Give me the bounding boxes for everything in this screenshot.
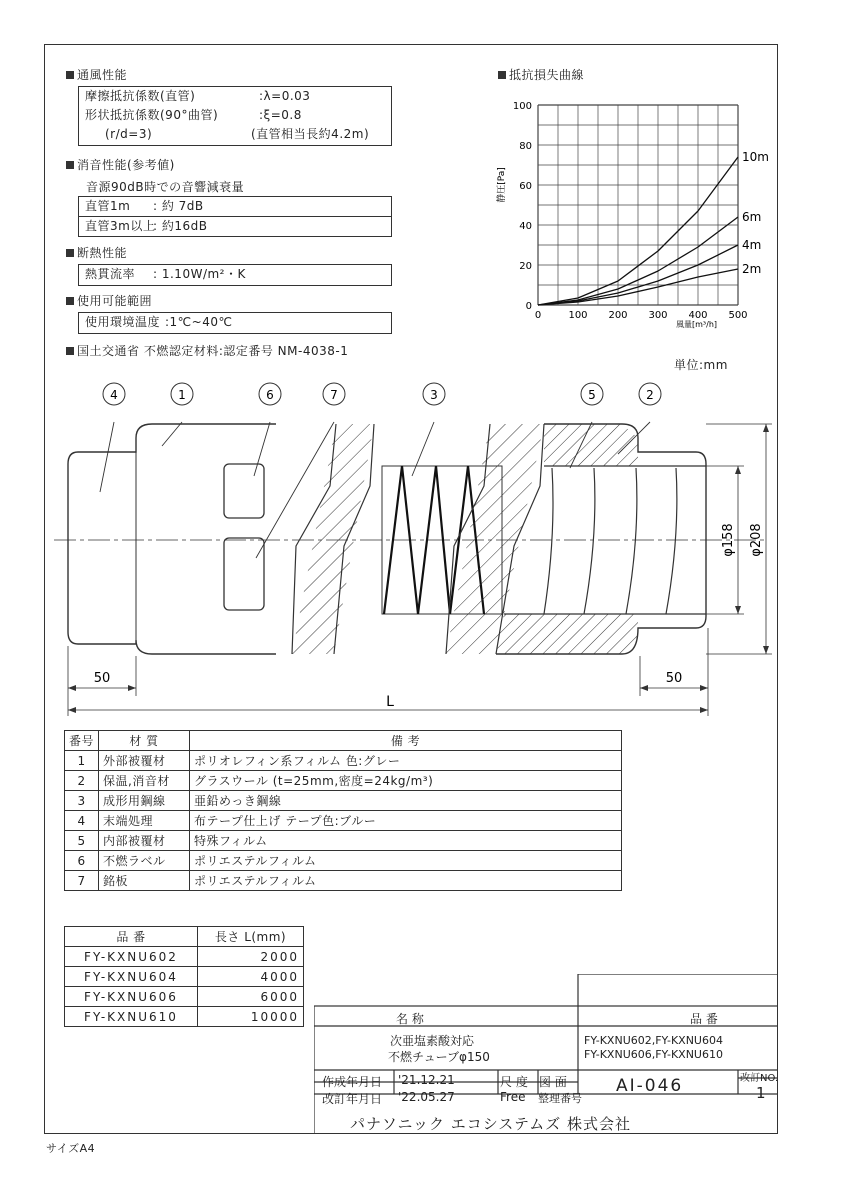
airflow-box — [78, 86, 392, 146]
sound-value-1: : 約 7dB — [153, 199, 204, 213]
unit-label: 単位:mm — [674, 358, 728, 372]
materials-header-material: 材 質 — [99, 731, 190, 751]
callout-number: 6 — [266, 388, 274, 402]
airflow-value-2: :ξ=0.8 — [259, 108, 302, 122]
chart-labels — [495, 101, 769, 329]
materials-row — [65, 791, 622, 811]
duct-drawing — [44, 376, 778, 720]
chart-series-label: 6m — [742, 210, 762, 224]
insulation-title: 断熱性能 — [66, 244, 127, 261]
insulation-top — [544, 424, 638, 466]
chart-ytick: 100 — [512, 101, 532, 112]
product-number: FY-KXNU602 — [65, 947, 198, 967]
material-name: 保温,消音材 — [99, 771, 190, 791]
chart-xtick: 400 — [688, 310, 708, 321]
sound-value-2: : 約16dB — [153, 219, 208, 233]
products-header-row — [65, 927, 304, 947]
material-remarks: ポリエステルフィルム — [190, 871, 622, 891]
chart-title: 抵抗損失曲線 — [498, 66, 584, 83]
range-title: 使用可能範囲 — [66, 292, 152, 309]
tb-number-header: 品 番 — [690, 1012, 718, 1026]
tb-revised-value: '22.05.27 — [398, 1090, 455, 1104]
tb-drawing-label: 図 面 — [539, 1075, 567, 1089]
callout-number: 7 — [330, 388, 338, 402]
material-no: 3 — [65, 791, 99, 811]
cert-title: 国土交通省 不燃認定材料:認定番号 NM-4038-1 — [66, 342, 348, 359]
materials-row — [65, 831, 622, 851]
dimension-arrows — [68, 424, 769, 713]
tb-created-label: 作成年月日 — [322, 1075, 383, 1089]
material-name: 銘板 — [99, 871, 190, 891]
callout-number: 2 — [646, 388, 654, 402]
material-remarks: 特殊フィルム — [190, 831, 622, 851]
material-remarks: 亜鉛めっき鋼線 — [190, 791, 622, 811]
callout-number: 3 — [430, 388, 438, 402]
material-remarks: ポリオレフィン系フィルム 色:グレー — [190, 751, 622, 771]
material-name: 内部被覆材 — [99, 831, 190, 851]
product-length: 10000 — [198, 1007, 304, 1027]
chart-xtick: 200 — [608, 310, 628, 321]
sound-title: 消音性能(参考値) — [66, 156, 175, 173]
material-remarks: グラスウール (t=25mm,密度=24kg/m³) — [190, 771, 622, 791]
tb-company: パナソニック エコシステムズ 株式会社 — [350, 1115, 631, 1133]
materials-header-no: 番号 — [65, 731, 99, 751]
materials-row — [65, 771, 622, 791]
range-box — [78, 312, 392, 334]
chart-xtick: 300 — [648, 310, 668, 321]
chart-series-label: 10m — [742, 150, 769, 164]
material-name: 外部被覆材 — [99, 751, 190, 771]
chart-ytick: 80 — [519, 141, 532, 152]
products-header-length: 長さ L(mm) — [198, 927, 304, 947]
tb-scale-value: Free — [500, 1090, 526, 1104]
airflow-value-1: :λ=0.03 — [259, 89, 311, 103]
size-label: サイズA4 — [46, 1142, 96, 1155]
products-table — [64, 926, 304, 1027]
dim-left-text: 50 — [93, 671, 111, 686]
product-number: FY-KXNU604 — [65, 967, 198, 987]
material-name: 不燃ラベル — [99, 851, 190, 871]
chart-xtick: 500 — [728, 310, 748, 321]
chart-xtick: 100 — [568, 310, 588, 321]
tb-created-value: '21.12.21 — [398, 1073, 455, 1087]
product-number: FY-KXNU610 — [65, 1007, 198, 1027]
products-row — [65, 1007, 304, 1027]
materials-header-remarks: 備 考 — [190, 731, 622, 751]
sound-label-2: 直管3m以上 — [85, 219, 156, 233]
material-no: 2 — [65, 771, 99, 791]
nonflame-label-shape — [224, 464, 264, 518]
material-remarks: ポリエステルフィルム — [190, 851, 622, 871]
tb-scale-label: 尺 度 — [500, 1075, 528, 1089]
tb-number-line1: FY-KXNU602,FY-KXNU604 — [584, 1034, 723, 1047]
tb-rev-label: 改訂NO. — [740, 1073, 779, 1084]
inner-spiral — [544, 468, 677, 614]
tb-name-line1: 次亜塩素酸対応 — [390, 1034, 475, 1048]
callout-number: 5 — [588, 388, 596, 402]
product-length: 2000 — [198, 947, 304, 967]
materials-row — [65, 811, 622, 831]
insulation-label: 熱貫流率 — [85, 267, 136, 281]
range-value: :1℃~40℃ — [165, 315, 233, 329]
material-no: 1 — [65, 751, 99, 771]
insulation-value: : 1.10W/m²・K — [153, 267, 246, 281]
chart-ytick: 40 — [519, 221, 532, 232]
material-name: 末端処理 — [99, 811, 190, 831]
dim-inner-text: φ158 — [721, 523, 736, 557]
materials-table — [64, 730, 622, 891]
tb-drawing-no: AI-046 — [616, 1076, 684, 1096]
airflow-label-3: (r/d=3) — [105, 127, 153, 141]
nameplate-shape — [224, 538, 264, 610]
chart-ytick: 0 — [525, 301, 532, 312]
airflow-label-2: 形状抵抗係数(90°曲管) — [85, 108, 219, 122]
tb-name-header: 名 称 — [396, 1012, 424, 1026]
chart-xlabel: 風量[m³/h] — [676, 320, 718, 329]
products-row — [65, 987, 304, 1007]
tb-number-line2: FY-KXNU606,FY-KXNU610 — [584, 1048, 723, 1061]
tb-name-line2: 不燃チューブφ150 — [388, 1050, 490, 1064]
products-row — [65, 967, 304, 987]
tb-revised-label: 改訂年月日 — [322, 1092, 383, 1106]
products-row — [65, 947, 304, 967]
product-length: 4000 — [198, 967, 304, 987]
material-no: 5 — [65, 831, 99, 851]
dim-right-text: 50 — [665, 671, 683, 686]
materials-row — [65, 871, 622, 891]
range-label: 使用環境温度 — [85, 315, 161, 329]
duct-left-outline — [68, 424, 276, 654]
callout-number: 4 — [110, 388, 118, 402]
chart-ylabel: 静圧[Pa] — [497, 167, 507, 203]
callout-number: 1 — [178, 388, 186, 402]
airflow-title: 通風性能 — [66, 66, 127, 83]
material-no: 6 — [65, 851, 99, 871]
airflow-label-1: 摩擦抵抗係数(直管) — [85, 89, 196, 103]
resistance-chart — [480, 90, 780, 340]
products-header-number: 品 番 — [65, 927, 198, 947]
sound-note: 音源90dB時での音響減衰量 — [86, 180, 245, 194]
chart-xtick: 0 — [534, 310, 542, 321]
chart-series-label: 4m — [742, 238, 762, 252]
material-no: 7 — [65, 871, 99, 891]
material-name: 成形用鋼線 — [99, 791, 190, 811]
chart-ytick: 20 — [519, 261, 532, 272]
chart-ytick: 60 — [519, 181, 532, 192]
insulation-bottom — [496, 614, 638, 654]
dim-outer-text: φ208 — [749, 523, 764, 557]
callout-circles — [103, 383, 661, 405]
insulation-box — [78, 264, 392, 286]
material-remarks: 布テープ仕上げ テープ色:ブルー — [190, 811, 622, 831]
materials-header-row — [65, 731, 622, 751]
materials-row — [65, 851, 622, 871]
tb-ref-label: 整理番号 — [538, 1092, 582, 1105]
product-length: 6000 — [198, 987, 304, 1007]
dim-length-text: L — [386, 694, 394, 710]
materials-row — [65, 751, 622, 771]
sound-box — [78, 196, 392, 237]
sound-label-1: 直管1m — [85, 199, 131, 213]
airflow-value-3: (直管相当長約4.2m) — [251, 127, 370, 141]
chart-series-label: 2m — [742, 262, 762, 276]
material-no: 4 — [65, 811, 99, 831]
tb-rev-value: 1 — [756, 1084, 766, 1102]
product-number: FY-KXNU606 — [65, 987, 198, 1007]
